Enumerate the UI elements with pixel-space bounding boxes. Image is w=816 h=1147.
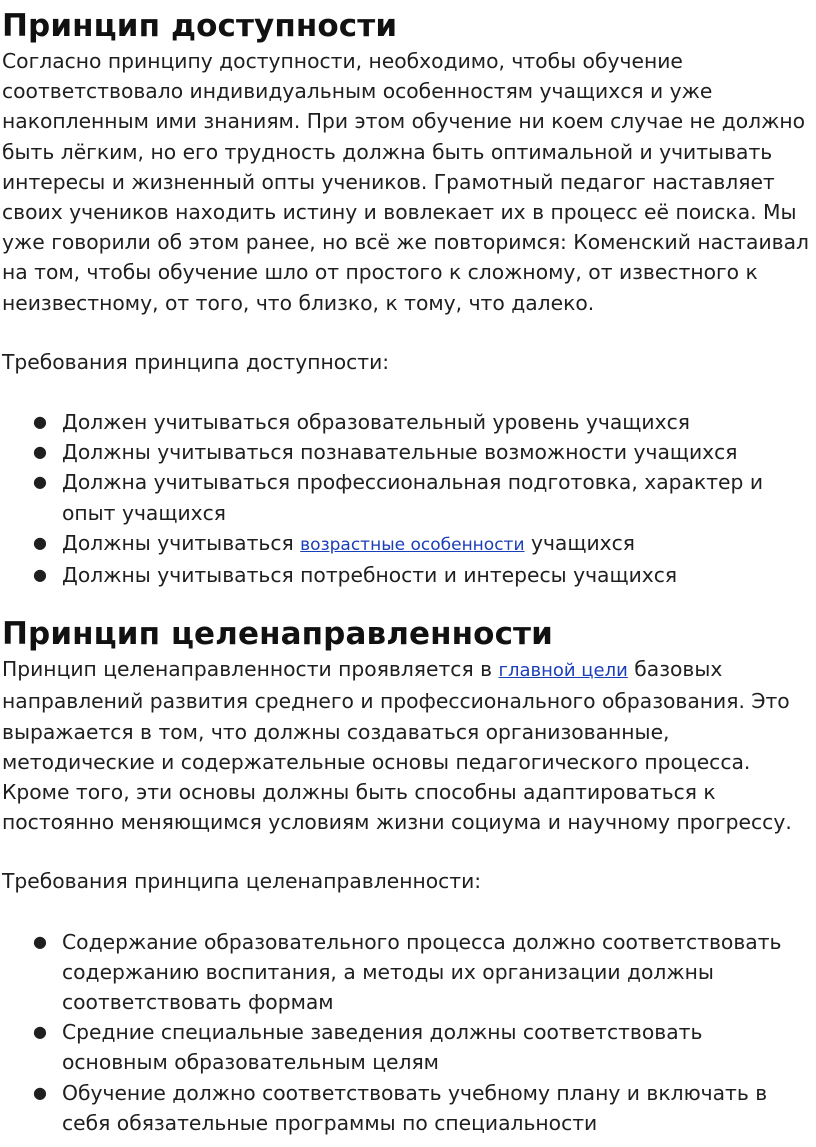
bullet-icon: ● (33, 931, 47, 951)
list-item (33, 560, 814, 590)
list-item (33, 1017, 814, 1077)
list-item-text-prefix: Должны учитываться (62, 530, 301, 555)
purposefulness-requirements-list (2, 927, 814, 1138)
accessibility-paragraph: Согласно принципу доступности, необходимо, чтобы обучение соответствовало индивидуальным особенностям учащихся и уже накопленным ими знаниям. При этом обучение ни коем случае не должно быть лёгким, но его трудность должна быть оптимальной и учитывать интересы и жизненный опты учеников. Грамотный педагог наставляет своих учеников находить истину и вовлекает их в процесс её поиска. Мы уже говорили об этом ранее, но всё же повторимся: Коменский настаивал на том, чтобы обучение шло от простого к сложному, от известного к неизвестному, от того, что близко, к тому, что далеко. (2, 49, 809, 315)
list-item-text: Средние специальные заведения должны соответствовать основным образовательным целям (62, 1020, 703, 1075)
list-item-text: Должны учитываться познавательные возможности учащихся (62, 440, 738, 465)
bullet-icon: ● (33, 532, 47, 552)
section-heading-accessibility: Принцип доступности (2, 8, 398, 44)
paragraph-text-prefix: Принцип целенаправленности проявляется в (2, 657, 499, 682)
main-goal-link[interactable]: главной цели (498, 660, 628, 682)
accessibility-requirements-title: Требования принципа доступности: (2, 349, 390, 374)
list-item (33, 927, 814, 1018)
list-item (33, 407, 814, 437)
list-item-text: Должна учитываться профессиональная подготовка, характер и опыт учащихся (62, 470, 764, 525)
section-heading-purposefulness: Принцип целенаправленности (2, 616, 553, 653)
list-item-text: Должны учитываться потребности и интересы учащихся (62, 563, 678, 588)
purposefulness-requirements-title: Требования принципа целенаправленности: (2, 869, 482, 894)
list-item (33, 437, 814, 467)
purposefulness-paragraph (2, 654, 814, 837)
paragraph-text-suffix: базовых направлений развития среднего и профессионального образования. Это выражается в том, что должны создаваться организованные, методические и содержательные основы педагогического процесса. Кроме того, эти основы должны быть способны адаптироваться к постоянно меняющимся условиям жизни социума и научному прогрессу. (2, 657, 792, 835)
list-item-text-suffix: учащихся (524, 530, 635, 555)
list-item (33, 1078, 814, 1138)
bullet-icon: ● (33, 1082, 47, 1102)
bullet-icon: ● (33, 442, 47, 462)
bullet-icon: ● (33, 565, 47, 585)
accessibility-requirements-list (2, 407, 814, 590)
bullet-icon: ● (33, 472, 47, 492)
age-features-link[interactable]: возрастные особенности (300, 534, 525, 555)
bullet-icon: ● (33, 412, 47, 432)
document-page (0, 6, 814, 1138)
list-item-text: Должен учитываться образовательный уровень учащихся (62, 410, 690, 435)
list-item-text: Содержание образовательного процесса должно соответствовать содержанию воспитания, а методы их организации должны соответствовать формам (62, 929, 782, 1015)
list-item-text: Обучение должно соответствовать учебному плану и включать в себя обязательные программы по специальности (62, 1080, 768, 1135)
bullet-icon: ● (33, 1022, 47, 1042)
list-item (33, 528, 814, 560)
list-item (33, 467, 814, 527)
